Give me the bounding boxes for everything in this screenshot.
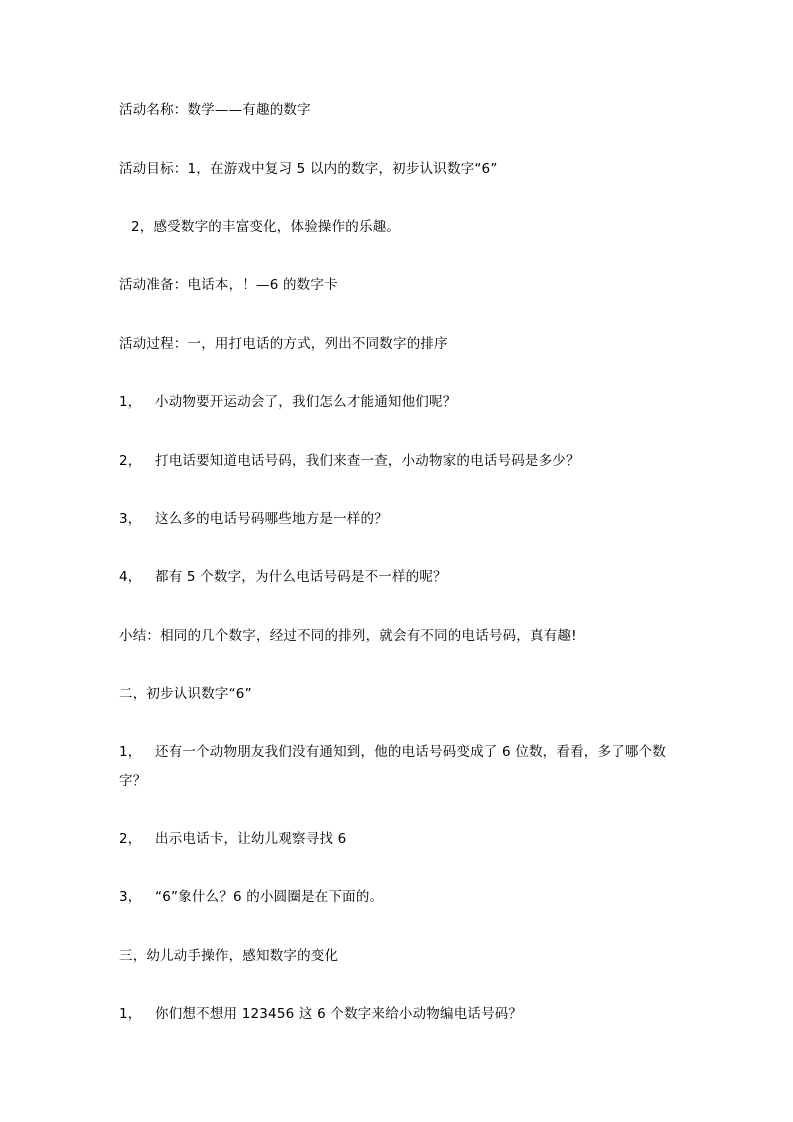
section-3-header: 三，幼儿动手操作，感知数字的变化 [119,948,339,964]
activity-prep-line: 活动准备：电话本，！—6 的数字卡 [119,277,338,293]
activity-goal-line-1: 活动目标：1，在游戏中复习 5 以内的数字，初步认识数字“6” [119,161,498,177]
summary-line: 小结：相同的几个数字，经过不同的排列，就会有不同的电话号码，真有趣! [119,628,577,644]
list-item [119,451,580,471]
list-item [119,1004,522,1024]
section-2-header: 二，初步认识数字“6” [119,686,252,702]
activity-name-line: 活动名称：数学——有趣的数字 [119,102,311,118]
activity-goal-line-2: 2，感受数字的丰富变化，体验操作的乐趣。 [131,219,401,235]
list-item-number: 1， [119,744,142,760]
list-item-text: 还有一个动物朋友我们没有通知到，他的电话号码变成了 6 位数，看看，多了哪个数 [155,744,666,760]
list-item-text: 都有 5 个数字，为什么电话号码是不一样的呢？ [155,569,447,585]
list-item [119,392,456,412]
list-item-text: 小动物要开运动会了，我们怎么才能通知他们呢？ [155,394,457,410]
list-item-text: 打电话要知道电话号码，我们来查一查，小动物家的电话号码是多少？ [155,453,580,469]
list-item [119,509,388,529]
list-item-number: 3， [119,511,142,527]
list-item-number: 4， [119,569,142,585]
list-item-continuation: 字？ [119,773,147,789]
list-item-text: 出示电话卡，让幼儿观察寻找 6 [155,831,347,847]
list-item-number: 1， [119,394,142,410]
list-item-text: “6”象什么？6 的小圆圈是在下面的。 [155,889,384,905]
list-item [119,887,383,907]
list-item-number: 1， [119,1006,142,1022]
list-item [119,829,346,849]
activity-process-header: 活动过程：一，用打电话的方式，列出不同数字的排序 [119,336,448,352]
list-item-number: 3， [119,889,142,905]
list-item [119,567,447,587]
list-item [119,742,666,762]
list-item-text: 这么多的电话号码哪些地方是一样的？ [155,511,388,527]
list-item-number: 2， [119,453,142,469]
list-item-text: 你们想不想用 123456 这 6 个数字来给小动物编电话号码？ [155,1006,523,1022]
list-item-number: 2， [119,831,142,847]
